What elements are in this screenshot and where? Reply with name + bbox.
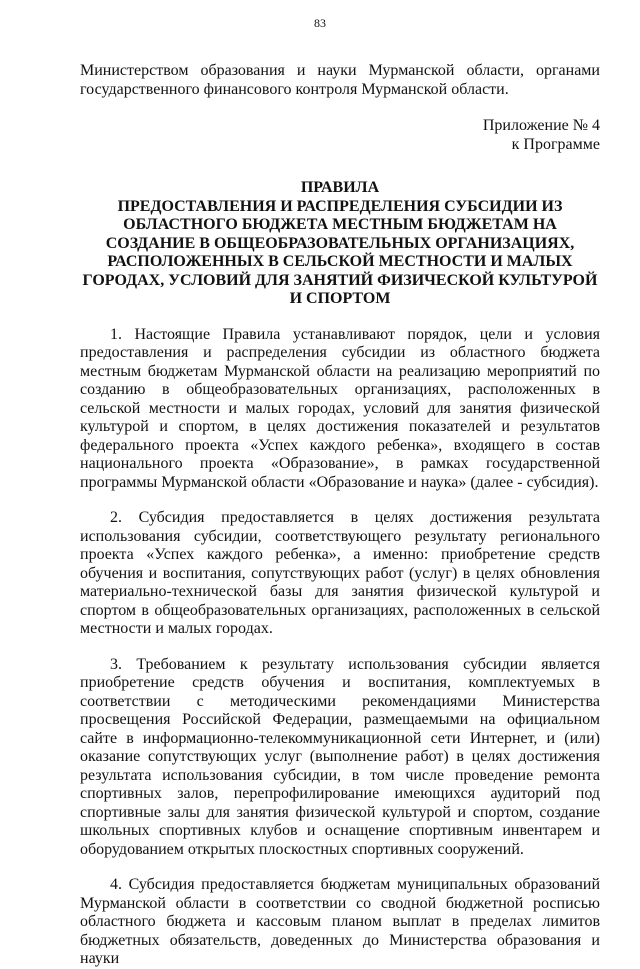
appendix-line-1: Приложение № 4 xyxy=(482,117,600,134)
intro-paragraph: Министерством образования и науки Мурманской области, органами государственного финансового контроля Мурманской области. xyxy=(80,62,600,98)
paragraph-4: 4. Субсидия предоставляется бюджетам муниципальных образований Мурманской области в соответствии со сводной бюджетной росписью областного бюджета и кассовым планом выплат в пределах лимитов бюджетных обязательств, доведенных до Министерства образования и науки xyxy=(80,876,600,967)
title-subtitle: ПРЕДОСТАВЛЕНИЯ И РАСПРЕДЕЛЕНИЯ СУБСИДИИ ИЗ ОБЛАСТНОГО БЮДЖЕТА МЕСТНЫМ БЮДЖЕТАМ НА СОЗДАНИЕ В ОБЩЕОБРАЗОВАТЕЛЬНЫХ ОРГАНИЗАЦИЯХ, РАСПОЛОЖЕННЫХ В СЕЛЬСКОЙ МЕСТНОСТИ И МАЛЫХ ГОРОДАХ, УСЛОВИЙ ДЛЯ ЗАНЯТИЙ ФИЗИЧЕСКОЙ КУЛЬТУРОЙ И СПОРТОМ xyxy=(82,197,598,307)
page-content xyxy=(80,62,600,969)
appendix-line-2: к Программе xyxy=(511,135,600,153)
appendix-note xyxy=(80,117,600,154)
title-heading: ПРАВИЛА xyxy=(300,179,380,196)
paragraph-1: 1. Настоящие Правила устанавливают порядок, цели и условия предоставления и распределения субсидии из областного бюджета местным бюджетам Мурманской области на реализацию мероприятий по созданию в общеобразовательных организациях, расположенных в сельской местности и малых городах, условий для занятия физической культурой и спортом, в целях достижения показателей и результатов федерального проекта «Успех каждого ребенка», входящего в состав национального проекта «Образование», в рамках государственной программы Мурманской области «Образование и наука» (далее - субсидия). xyxy=(80,325,600,491)
paragraph-2: 2. Субсидия предоставляется в целях достижения результата использования субсидии, соответствующего результату регионального проекта «Успех каждого ребенка», а именно: приобретение средств обучения и воспитания, сопутствующих работ (услуг) в целях обновления материально-технической базы для занятия физической культурой и спортом в общеобразовательных организациях, расположенных в сельской местности и малых городах. xyxy=(80,509,600,637)
paragraph-3: 3. Требованием к результату использования субсидии является приобретение средств обучения и воспитания, комплектуемых в соответствии с методическими рекомендациями Министерства просвещения Российской Федерации, размещаемыми на официальном сайте в информационно-телекоммуникационной сети Интернет, и (или) оказание сопутствующих услуг (выполнение работ) в целях достижения результата использования субсидии, в том числе проведение ремонта спортивных залов, перепрофилирование имеющихся аудиторий под спортивные залы для занятия физической культурой и спортом, создание школьных спортивных клубов и оснащение спортивным инвентарем и оборудованием открытых плоскостных спортивных сооружений. xyxy=(80,655,600,858)
document-title xyxy=(80,179,600,309)
page-number: 83 xyxy=(314,16,326,30)
